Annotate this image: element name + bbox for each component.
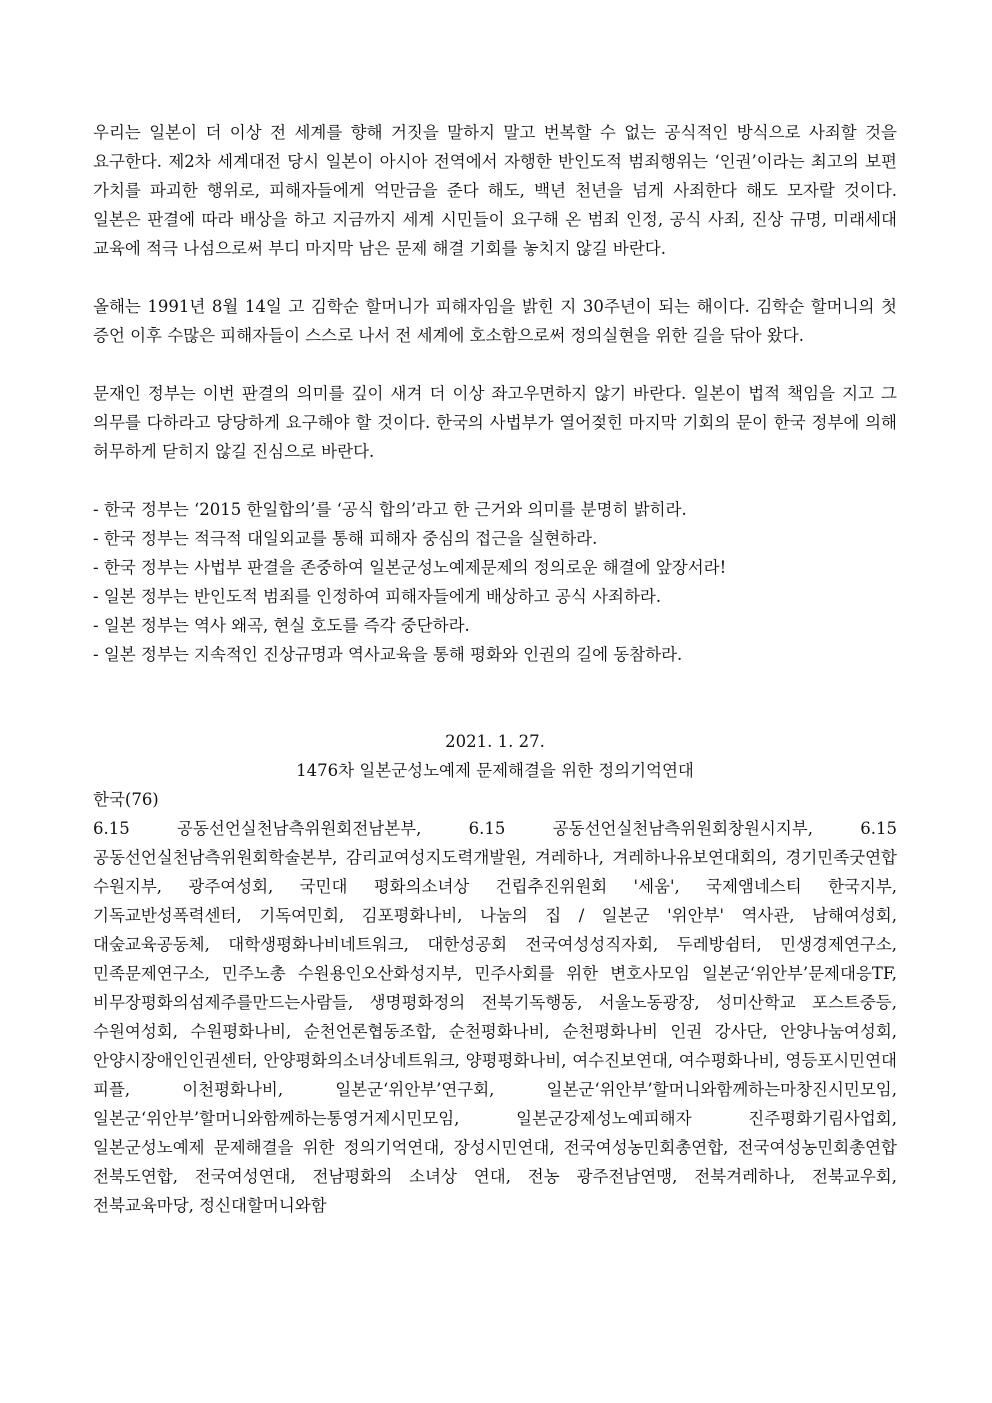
demands-list [93,495,897,669]
paragraph-government-appeal: 문재인 정부는 이번 판결의 의미를 깊이 새겨 더 이상 좌고우면하지 않기 바란다. 일본이 법적 책임을 지고 그 의무를 다하라고 당당하게 요구해야 할 것이다. 한국의 사법부가 열어젖힌 마지막 기회의 문이 한국 정부에 의해 허무하게 닫히지 않길 진심으로 바란다. [93,384,897,461]
demand-item: - 일본 정부는 역사 왜곡, 현실 호도를 즉각 중단하라. [93,616,470,635]
paragraph-apology-demand: 우리는 일본이 더 이상 전 세계를 향해 거짓을 말하지 말고 번복할 수 없는 공식적인 방식으로 사죄할 것을 요구한다. 제2차 세계대전 당시 일본이 아시아 전역에서 자행한 반인도적 범죄행위는 ‘인권’이라는 최고의 보편 가치를 파괴한 행위로, 피해자들에게 억만금을 준다 해도, 백년 천년을 넘게 사죄한다 해도 모자랄 것이다. 일본은 판결에 따라 배상을 하고 지금까지 세계 시민들이 요구해 온 범죄 인정, 공식 사죄, 진상 규명, 미래세대 교육에 적극 나섬으로써 부디 마지막 남은 문제 해결 기회를 놓치지 않길 바란다. [93,123,897,258]
demand-item: - 일본 정부는 지속적인 진상규명과 역사교육을 통해 평화와 인권의 길에 동참하라. [93,645,683,664]
demand-item: - 한국 정부는 적극적 대일외교를 통해 피해자 중심의 접근을 실현하라. [93,529,598,548]
signoff-block [93,727,897,1220]
organization-list: 6.15 공동선언실천남측위원회전남본부, 6.15 공동선언실천남측위원회창원시지부, 6.15 공동선언실천남측위원회학술본부, 감리교여성지도력개발원, 겨레하나, 겨레하나유보연대회의, 경기민족굿연합 수원지부, 광주여성회, 국민대 평화의소녀상 건립추진위원회 '세움', 국제앰네스티 한국지부, 기독교반성폭력센터, 기독여민회, 김포평화나비, 나눔의 집 / 일본군 '위안부' 역사관, 남해여성회, 대숲교육공동체, 대학생평화나비네트워크, 대한성공회 전국여성성직자회, 두레방쉼터, 민생경제연구소, 민족문제연구소, 민주노총 수원용인오산화성지부, 민주사회를 위한 변호사모임 일본군‘위안부’문제대응TF, 비무장평화의섬제주를만드는사람들, 생명평화정의 전북기독행동, 서울노동광장, 성미산학교 포스트중등, 수원여성회, 수원평화나비, 순천언론협동조합, 순천평화나비, 순천평화나비 인권 강사단, 안양나눔여성회, 안양시장애인인권센터, 안양평화의소녀상네트워크, 양평평화나비, 여수진보연대, 여수평화나비, 영등포시민연대 피플, 이천평화나비, 일본군‘위안부’연구회, 일본군‘위안부’할머니와함께하는마창진시민모임, 일본군‘위안부’할머니와함께하는통영거제시민모임, 일본군강제성노예피해자 진주평화기림사업회, 일본군성노예제 문제해결을 위한 정의기억연대, 장성시민연대, 전국여성농민회총연합, 전국여성농민회총연합 전북도연합, 전국여성연대, 전남평화의 소녀상 연대, 전농 광주전남연맹, 전북겨레하나, 전북교우회, 전북교육마당, 정신대할머니와함 [93,819,897,1215]
demand-item: - 일본 정부는 반인도적 범죄를 인정하여 피해자들에게 배상하고 공식 사죄하라. [93,587,662,606]
demand-item: - 한국 정부는 사법부 판결을 존중하여 일본군성노예제문제의 정의로운 해결에 앞장서라! [93,558,727,577]
paragraph-anniversary: 올해는 1991년 8월 14일 고 김학순 할머니가 피해자임을 밝힌 지 30주년이 되는 해이다. 김학순 할머니의 첫 증언 이후 수많은 피해자들이 스스로 나서 전 세계에 호소함으로써 정의실현을 위한 길을 닦아 왔다. [93,297,897,345]
demand-item: - 한국 정부는 ‘2015 한일합의’를 ‘공식 합의’라고 한 근거와 의미를 분명히 밝히라. [93,500,687,519]
statement-document [93,118,897,1220]
region-heading: 한국(76) [93,790,159,809]
signoff-date: 2021. 1. 27. [445,732,545,751]
signoff-organizer: 1476차 일본군성노예제 문제해결을 위한 정의기억연대 [296,761,694,780]
